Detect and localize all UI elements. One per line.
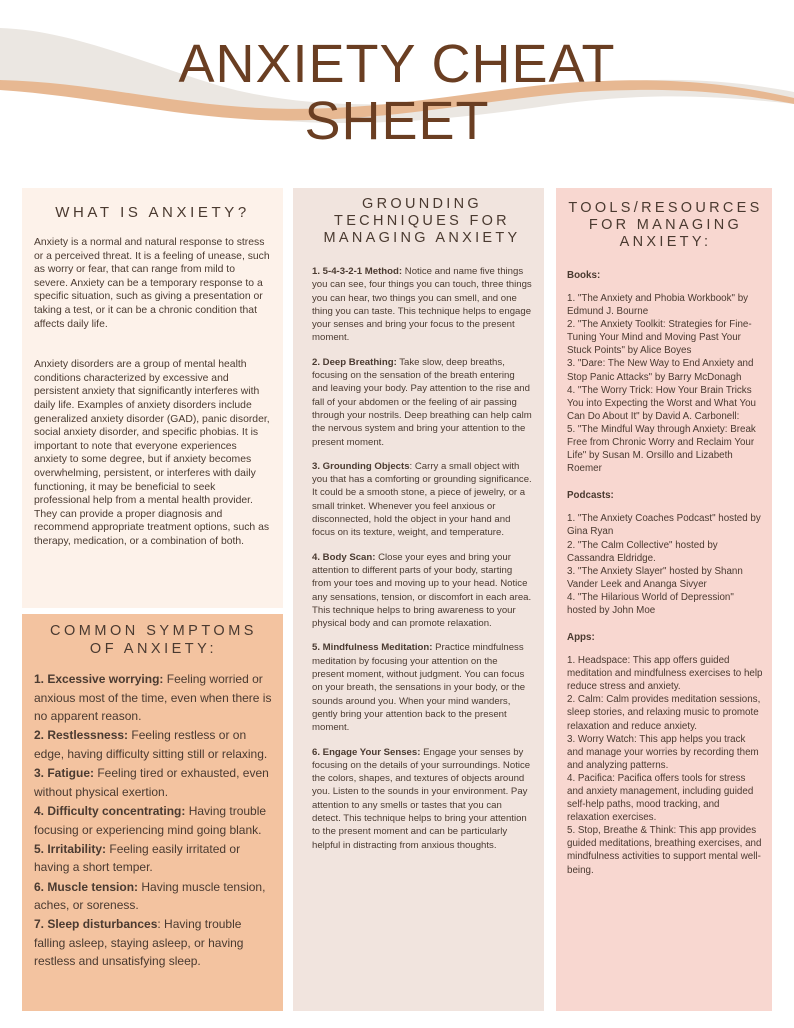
symptoms-list — [34, 670, 273, 971]
technique-text: Notice and name five things you can see, four things you can touch, three things you can hear, two things you can smell, and one thing you can taste. This technique helps to engage your senses and bring your focus to the present moment. — [312, 266, 532, 344]
books-list — [567, 292, 764, 475]
symptom-label: 5. Irritability: — [34, 841, 107, 856]
technique-label: 1. 5-4-3-2-1 Method: — [312, 266, 403, 277]
book-item: 3. "Dare: The New Way to End Anxiety and Stop Panic Attacks" by Barry McDonagh — [567, 358, 754, 383]
technique-text: : Carry a small object with you that has a comforting or grounding significance. It could be a smooth stone, a piece of jewelry, or a small trinket. Whenever you feel anxious or disconnected, hold the object in your hand and focus on its texture, weight, and temperature. — [312, 460, 532, 539]
podcast-item: 2. "The Calm Collective" hosted by Cassandra Eldridge. — [567, 539, 718, 564]
technique-text: Take slow, deep breaths, focusing on the sensation of the breath entering and leaving your body. Pay attention to the rise and fall of your abdomen or the feeling of air passing through your nostrils. Deep breathing can help calm the nervous system and bring your attention to the present moment. — [312, 356, 532, 448]
technique-text: Practice mindfulness meditation by focusing your attention on the present moment, without judgment. You can focus on your breath, the sensations in your body, or the sounds around you. When your mind wanders, gently bring your attention back to the present moment. — [312, 642, 526, 734]
podcast-item: 4. "The Hilarious World of Depression" hosted by John Moe — [567, 591, 734, 616]
technique-label: 4. Body Scan: — [312, 551, 376, 563]
technique-label: 3. Grounding Objects — [312, 460, 410, 472]
technique-item — [312, 460, 532, 540]
symptom-item — [34, 878, 273, 915]
technique-item — [312, 356, 532, 449]
what-is-anxiety-paragraph-2: Anxiety disorders are a group of mental health conditions characterized by excessive and persistent anxiety that significantly interferes with daily life. Examples of anxiety disorders include generalized anxiety disorder (GAD), panic disorder, social anxiety disorder, and specific phobias. It is important to note that everyone experiences anxiety to some degree, but if anxiety becomes overwhelming, persistent, or interferes with daily functioning, it may be beneficial to seek professional help from a mental health provider. They can provide a proper diagnosis and recommend appropriate treatment options, such as therapy, medication, or a combination of both. — [34, 359, 270, 547]
tools-resources-heading: TOOLS/RESOURCES FOR MANAGING ANXIETY: — [568, 200, 763, 250]
technique-text: Engage your senses by focusing on the details of your surroundings. Notice the colors, shapes, and textures of objects around you. Listen to the sounds in your environment. Pay attention to any smells or tastes that you can detect. This technique helps to bring your attention to the present moment and can be particularly helpful in distracting from anxious thoughts. — [312, 746, 531, 851]
app-item: 4. Pacifica: Pacifica offers tools for stress and anxiety management, including guided self-help paths, mood tracking, and relaxation exercises. — [567, 772, 754, 824]
symptom-text: Feeling tired or exhausted, even without physical exertion. — [34, 766, 269, 799]
technique-item — [312, 265, 532, 345]
page-title-line-2: SHEET — [304, 91, 490, 151]
common-symptoms-heading: COMMON SYMPTOMS OF ANXIETY: — [50, 623, 257, 657]
app-item: 2. Calm: Calm provides meditation sessions, sleep stories, and relaxing music to promote relaxation and reduce anxiety. — [567, 694, 761, 732]
technique-text: Close your eyes and bring your attention to different parts of your body, starting from your toes and moving up to your head. Notice any sensations, tension, or discomfort in each area. This technique helps to bring awareness to your physical body and can promote relaxation. — [312, 551, 532, 630]
technique-item — [312, 641, 532, 734]
podcasts-list — [567, 512, 764, 617]
grounding-techniques-heading: GROUNDING TECHNIQUES FOR MANAGING ANXIETY — [323, 196, 521, 246]
symptom-text: Having muscle tension, aches, or soreness. — [34, 879, 266, 913]
books-heading: Books: — [567, 270, 601, 281]
symptom-item — [34, 670, 273, 726]
book-item: 2. "The Anxiety Toolkit: Strategies for Fine-Tuning Your Mind and Moving Past Your Stuck Points" by Alice Boyes — [567, 319, 752, 357]
symptom-item — [34, 764, 273, 801]
symptom-item — [34, 840, 273, 877]
symptom-item — [34, 915, 273, 971]
symptom-text: Feeling worried or anxious most of the time, even when there is no apparent reason. — [34, 672, 272, 724]
symptom-label: 6. Muscle tension: — [34, 879, 139, 894]
symptom-item — [34, 726, 273, 763]
common-symptoms-panel — [22, 614, 283, 1011]
book-item: 5. "The Mindful Way through Anxiety: Break Free from Chronic Worry and Reclaim Your Life" by Susan M. Orsillo and Lizabeth Roemer — [567, 423, 756, 475]
symptom-text: : Having trouble falling asleep, staying asleep, or having restless and unsatisfying sleep. — [34, 917, 244, 969]
app-item: 1. Headspace: This app offers guided meditation and mindfulness exercises to help reduce stress and anxiety. — [567, 655, 763, 693]
symptom-label: 1. Excessive worrying: — [34, 672, 164, 686]
what-is-anxiety-paragraph-1: Anxiety is a normal and natural response to stress or a perceived threat. It is a feeling of unease, such as worry or fear, that can range from mild to severe. Anxiety can be a temporary response to a specific situation, such as giving a presentation or taking a test, or it can be a chronic condition that affects daily life. — [34, 237, 270, 330]
what-is-anxiety-heading: WHAT IS ANXIETY? — [55, 204, 250, 221]
symptom-label: 7. Sleep disturbances — [34, 917, 158, 932]
grounding-techniques-panel — [293, 188, 544, 1011]
app-item: 5. Stop, Breathe & Think: This app provides guided meditations, breathing exercises, and mindfulness activities to support mental well-being. — [567, 825, 762, 876]
page-title-line-1: ANXIETY CHEAT — [178, 34, 616, 94]
technique-label: 6. Engage Your Senses: — [312, 746, 421, 758]
symptom-label: 4. Difficulty concentrating: — [34, 803, 186, 818]
book-item: 4. "The Worry Trick: How Your Brain Tricks You into Expecting the Worst and What You Can Do About It" by David A. Carbonell: — [567, 384, 756, 422]
apps-heading: Apps: — [567, 632, 595, 644]
podcast-item: 3. "The Anxiety Slayer" hosted by Shann Vander Leek and Ananga Sivyer — [567, 565, 743, 590]
symptom-text: Feeling easily irritated or having a short temper. — [34, 841, 241, 875]
podcasts-heading: Podcasts: — [567, 490, 614, 502]
podcast-item: 1. "The Anxiety Coaches Podcast" hosted by Gina Ryan — [567, 513, 761, 538]
apps-list — [567, 654, 764, 877]
tools-resources-panel — [556, 188, 772, 1011]
technique-label: 2. Deep Breathing: — [312, 356, 397, 368]
app-item: 3. Worry Watch: This app helps you track and manage your worries by recording them and analyzing patterns. — [567, 733, 759, 771]
book-item: 1. "The Anxiety and Phobia Workbook" by Edmund J. Bourne — [567, 293, 749, 318]
symptom-item — [34, 802, 273, 839]
technique-item — [312, 746, 532, 852]
symptom-label: 3. Fatigue: — [34, 766, 95, 781]
symptom-text: Having trouble focusing or experiencing mind going blank. — [34, 803, 267, 837]
what-is-anxiety-panel — [22, 188, 283, 608]
technique-label: 5. Mindfulness Meditation: — [312, 642, 433, 654]
technique-item — [312, 551, 532, 631]
symptom-label: 2. Restlessness: — [34, 728, 129, 743]
symptom-text: Feeling restless or on edge, having difficulty sitting still or relaxing. — [34, 728, 268, 761]
